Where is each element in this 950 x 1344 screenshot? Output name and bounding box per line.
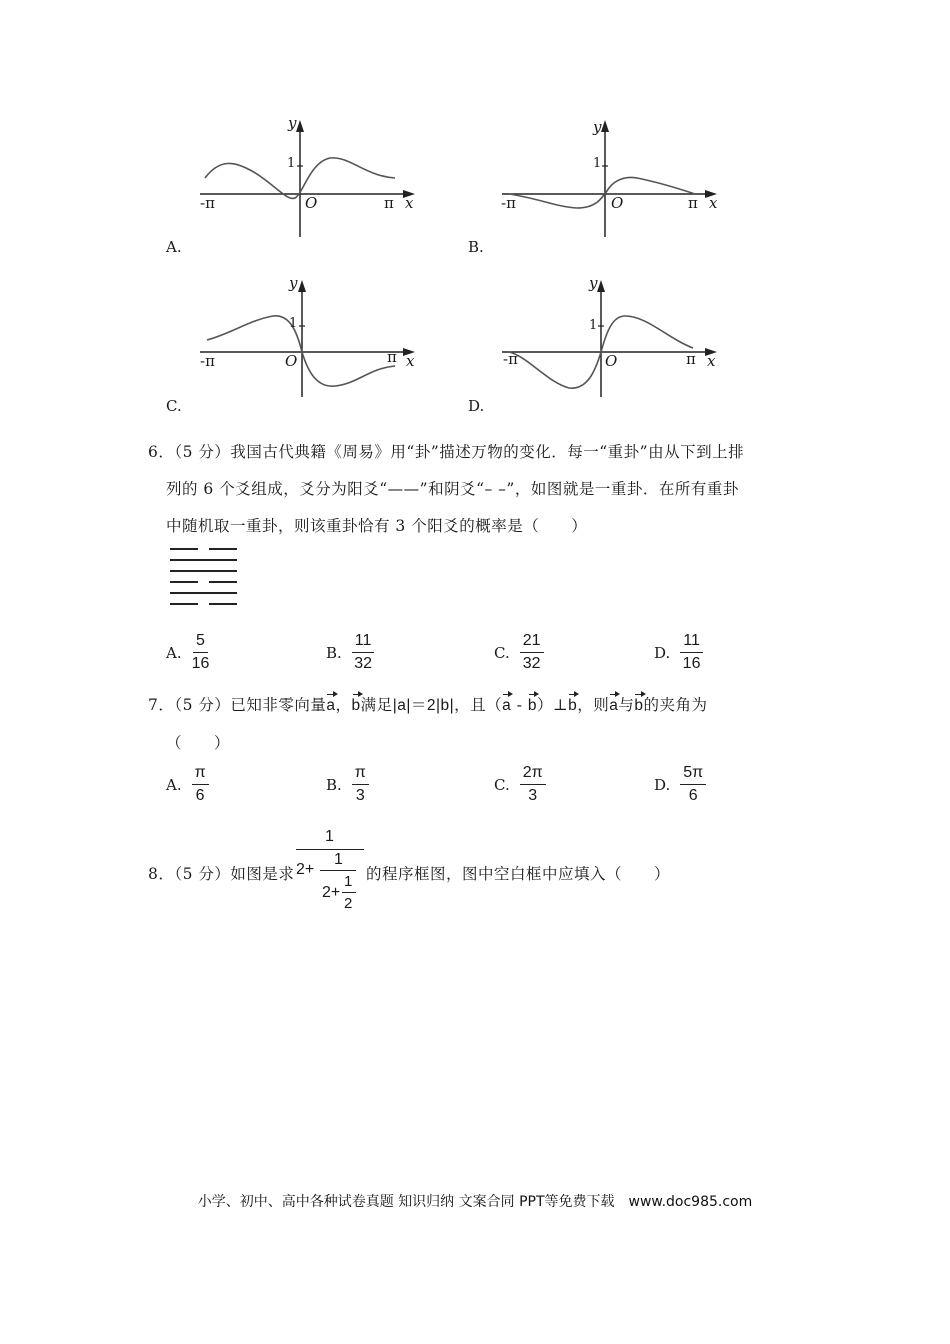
x-axis-label: x (405, 194, 414, 212)
q7-with: 与 (618, 696, 635, 714)
origin-label: O (611, 194, 624, 212)
q7-norm-equation: |a|＝2|b| (392, 697, 455, 714)
graph-d-label: D. (468, 397, 485, 415)
graph-d (497, 272, 727, 402)
q7-prefix: 7．（5 分）已知非零向量 (148, 696, 327, 714)
graph-a (195, 112, 425, 242)
fraction-denominator: 6 (688, 787, 698, 804)
q7-blank: （ ） (166, 734, 231, 752)
y-axis-label: y (289, 274, 298, 292)
vector-b: b (634, 691, 643, 715)
fraction-numerator: π (352, 765, 369, 785)
pi-label: π (686, 350, 696, 368)
cf-numerator: 1 (325, 828, 334, 845)
fraction-denominator: 3 (355, 787, 365, 804)
q7-choice-a[interactable] (166, 765, 209, 804)
cf-half-denominator: 2 (344, 895, 353, 912)
vector-a: a (502, 691, 511, 715)
q6-line-1: 6．（5 分）我国古代典籍《周易》用“卦”描述万物的变化．每一“重卦”由从下到上排 (148, 443, 745, 461)
q6-line-2: 列的 6 个爻组成，爻分为阳爻“——”和阴爻“– –”，如图就是一重卦．在所有重卦 (166, 480, 739, 498)
hexagram-figure (170, 545, 240, 610)
graph-b (497, 112, 727, 242)
pi-label: π (384, 194, 394, 212)
choice-label: C. (494, 643, 510, 662)
vector-b: b (528, 691, 537, 715)
neg-pi-label: -π (200, 352, 215, 370)
q7-perp: ）⊥ (537, 696, 569, 714)
choice-label: A. (166, 775, 182, 794)
y-axis-label: y (288, 114, 297, 132)
q7-angle: 的夹角为 (643, 696, 708, 714)
fraction-numerator: 5 (193, 633, 208, 653)
q6-choice-b[interactable] (326, 633, 374, 672)
page-footer: 小学、初中、高中各种试卷真题 知识归纳 文案合同 PPT等免费下载 www.doc985.com (197, 1194, 753, 1210)
one-tick-label: 1 (289, 316, 298, 331)
choice-label: D. (654, 643, 671, 662)
x-axis-label: x (406, 352, 415, 370)
vector-b: b (568, 691, 577, 715)
pi-label: π (688, 194, 698, 212)
q6-choice-a[interactable] (166, 633, 209, 672)
fraction-numerator: 21 (520, 633, 544, 653)
cf-inner-two-plus: 2+ (322, 884, 341, 901)
curve-b (509, 177, 695, 208)
cf-two-plus: 2+ (296, 861, 315, 878)
q7-choice-c[interactable] (494, 765, 546, 804)
graph-c-label: C. (166, 397, 182, 415)
q6-choice-c[interactable] (494, 633, 544, 672)
neg-pi-label: -π (200, 194, 215, 212)
q8-suffix: 的程序框图，图中空白框中应填入（ ） (366, 865, 671, 883)
choice-label: D. (654, 775, 671, 794)
pi-label: π (387, 348, 397, 366)
cf-inner-numerator: 1 (334, 851, 343, 868)
choice-label: B. (326, 775, 342, 794)
q7-line-1 (148, 691, 708, 715)
cf-half-numerator: 1 (344, 873, 353, 890)
q6-choice-d[interactable] (654, 633, 703, 672)
x-axis-label: x (707, 352, 716, 370)
continued-fraction (296, 828, 366, 918)
graph-b-label: B. (468, 238, 484, 256)
choice-label: A. (166, 643, 182, 662)
q7-choice-b[interactable] (326, 765, 369, 804)
q6-line-3: 中随机取一重卦，则该重卦恰有 3 个阳爻的概率是（ ） (166, 517, 588, 535)
q7-satisfy: 满足 (360, 696, 393, 714)
q8-prefix: 8．（5 分）如图是求 (148, 865, 295, 883)
origin-label: O (605, 352, 618, 370)
one-tick-label: 1 (593, 156, 602, 171)
y-axis-label: y (589, 274, 598, 292)
neg-pi-label: -π (501, 194, 516, 212)
fraction-denominator: 3 (528, 787, 538, 804)
fraction-denominator: 32 (354, 655, 372, 672)
vector-a: a (609, 691, 618, 715)
vector-a: a (326, 691, 335, 715)
choice-label: B. (326, 643, 342, 662)
y-axis-label: y (593, 118, 602, 136)
vector-b: b (352, 691, 361, 715)
choice-label: C. (494, 775, 510, 794)
fraction-denominator: 6 (195, 787, 205, 804)
comma: ， (335, 696, 352, 714)
fraction-numerator: 5π (680, 765, 706, 785)
fraction-denominator: 32 (522, 655, 541, 672)
one-tick-label: 1 (287, 156, 296, 171)
q7-and: ，且（ (454, 696, 503, 714)
graph-c (195, 272, 425, 402)
origin-label: O (285, 352, 298, 370)
fraction-numerator: 11 (352, 633, 375, 653)
one-tick-label: 1 (589, 318, 598, 333)
fraction-denominator: 16 (682, 655, 701, 672)
fraction-numerator: 11 (680, 633, 703, 653)
neg-pi-label: -π (503, 350, 518, 368)
q7-then: ，则 (577, 696, 610, 714)
fraction-denominator: 16 (191, 655, 210, 672)
graph-a-label: A. (166, 238, 182, 256)
x-axis-label: x (709, 194, 718, 212)
q7-choice-d[interactable] (654, 765, 706, 804)
fraction-numerator: 2π (520, 765, 546, 785)
fraction-numerator: π (192, 765, 209, 785)
origin-label: O (305, 194, 318, 212)
minus-sign: - (511, 696, 528, 714)
